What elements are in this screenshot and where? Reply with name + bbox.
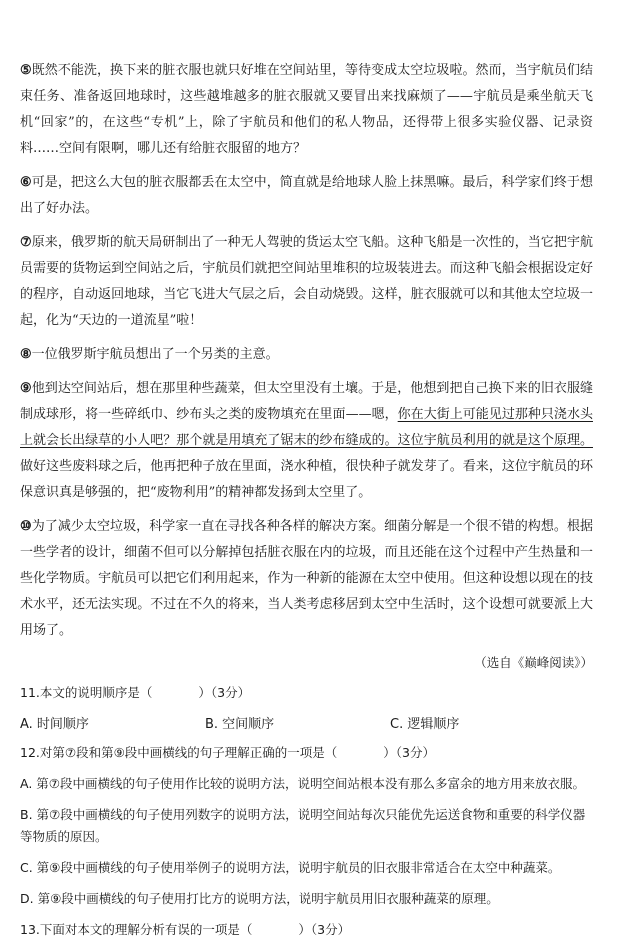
- paragraph-text: 可是，把这么大包的脏衣服都丢在太空中，简直就是给地球人脸上抹黑嘛。最后，科学家们终于想出了好办法。: [20, 175, 593, 216]
- option-c[interactable]: C. 第⑨段中画横线的句子使用举例子的说明方法，说明宇航员的旧衣服非常适合在太空中种蔬菜。: [20, 860, 561, 875]
- paragraph-7: [20, 230, 593, 334]
- paragraph-number: ⑤: [20, 63, 32, 78]
- paragraph-10: [20, 514, 593, 644]
- question-12: [20, 742, 593, 764]
- paragraph-text: 原来，俄罗斯的航天局研制出了一种无人驾驶的货运太空飞船。这种飞船是一次性的，当它把宇航员需要的货物运到空间站之后，宇航员们就把空间站里堆积的垃圾装进去。而这种飞船会根据设定好的程序，自动返回地球，当它飞进大气层之后，会自动烧毁。这样，脏衣服就可以和其他太空垃圾一起，化为“天边的一道流星”啦！: [20, 235, 593, 328]
- question-11-options: [20, 713, 593, 732]
- paragraph-text-pre: 他到达空间站后，想在那里种些蔬菜，但太空里没有土壤。于是，他想到把自己换下来的旧衣服缝制成球形，将一些碎纸巾、纱布头之类的废物填充在里面——嗯，: [20, 381, 593, 422]
- paragraph-5: [20, 58, 593, 162]
- paragraph-number: ⑦: [20, 235, 32, 250]
- question-score: ）（3分）: [383, 745, 435, 760]
- option-d[interactable]: D. 第⑨段中画横线的句子使用打比方的说明方法，说明宇航员用旧衣服种蔬菜的原理。: [20, 891, 499, 906]
- question-score: ）（3分）: [298, 922, 351, 937]
- option-b[interactable]: B. 第⑦段中画横线的句子使用列数字的说明方法，说明空间站每次只能优先运送食物和重要的科学仪器等物质的原因。: [20, 807, 586, 844]
- option-c[interactable]: C. 逻辑顺序: [390, 717, 460, 732]
- paragraph-number: ⑧: [20, 347, 32, 362]
- option-b[interactable]: B. 空间顺序: [205, 717, 275, 732]
- question-13: [20, 919, 593, 941]
- paragraph-text: 一位俄罗斯宇航员想出了一个另类的主意。: [31, 347, 279, 362]
- question-stem: 12.对第⑦段和第⑨段中画横线的句子理解正确的一项是（: [20, 745, 338, 760]
- paragraph-text: 为了减少太空垃圾，科学家一直在寻找各种各样的解决方案。细菌分解是一个很不错的构想。根据一些学者的设计，细菌不但可以分解掉包括脏衣服在内的垃圾，而且还能在这个过程中产生热量和一些化学物质。宇航员可以把它们利用起来，作为一种新的能源在太空中使用。但这种设想以现在的技术水平，还无法实现。不过在不久的将来，当人类考虑移居到太空中生活时，这个设想可就要派上大用场了。: [20, 519, 593, 638]
- source-citation: （选自《巅峰阅读》）: [474, 655, 593, 670]
- paragraph-8: [20, 342, 593, 368]
- paragraph-9: [20, 376, 593, 506]
- underlined-sentence: 你在大街上可能见过那种只浇水头上就会长出绿草的小人吧？那个就是用填充了锯末的纱布缝成的。这位宇航员利用的就是这个原理。: [20, 407, 593, 448]
- paragraph-text: 既然不能洗，换下来的脏衣服也就只好堆在空间站里，等待变成太空垃圾啦。然而，当宇航员们结束任务、准备返回地球时，这些越堆越多的脏衣服就又要冒出来找麻烦了——宇航员是乘坐航天飞机“回家”的，在这些“专机”上，除了宇航员和他们的私人物品，还得带上很多实验仪器、记录资料……空间有限啊，哪儿还有给脏衣服留的地方？: [20, 63, 593, 156]
- paragraph-text-post: 做好这些废料球之后，他再把种子放在里面，浇水种植，很快种子就发芽了。看来，这位宇航员的环保意识真是够强的，把“废物利用”的精神都发扬到太空里了。: [20, 459, 593, 500]
- option-a[interactable]: A. 第⑦段中画横线的句子使用作比较的说明方法，说明空间站根本没有那么多富余的地方用来放衣服。: [20, 776, 585, 791]
- paragraph-number: ⑩: [20, 519, 32, 534]
- paragraph-number: ⑥: [20, 175, 32, 190]
- paragraph-6: [20, 170, 593, 222]
- paragraph-number: ⑨: [20, 381, 32, 396]
- question-score: ）（3分）: [198, 685, 251, 700]
- question-11: [20, 682, 593, 704]
- question-stem: 13.下面对本文的理解分析有误的一项是（: [20, 922, 253, 937]
- option-a[interactable]: A. 时间顺序: [20, 717, 89, 732]
- question-stem: 11.本文的说明顺序是（: [20, 685, 153, 700]
